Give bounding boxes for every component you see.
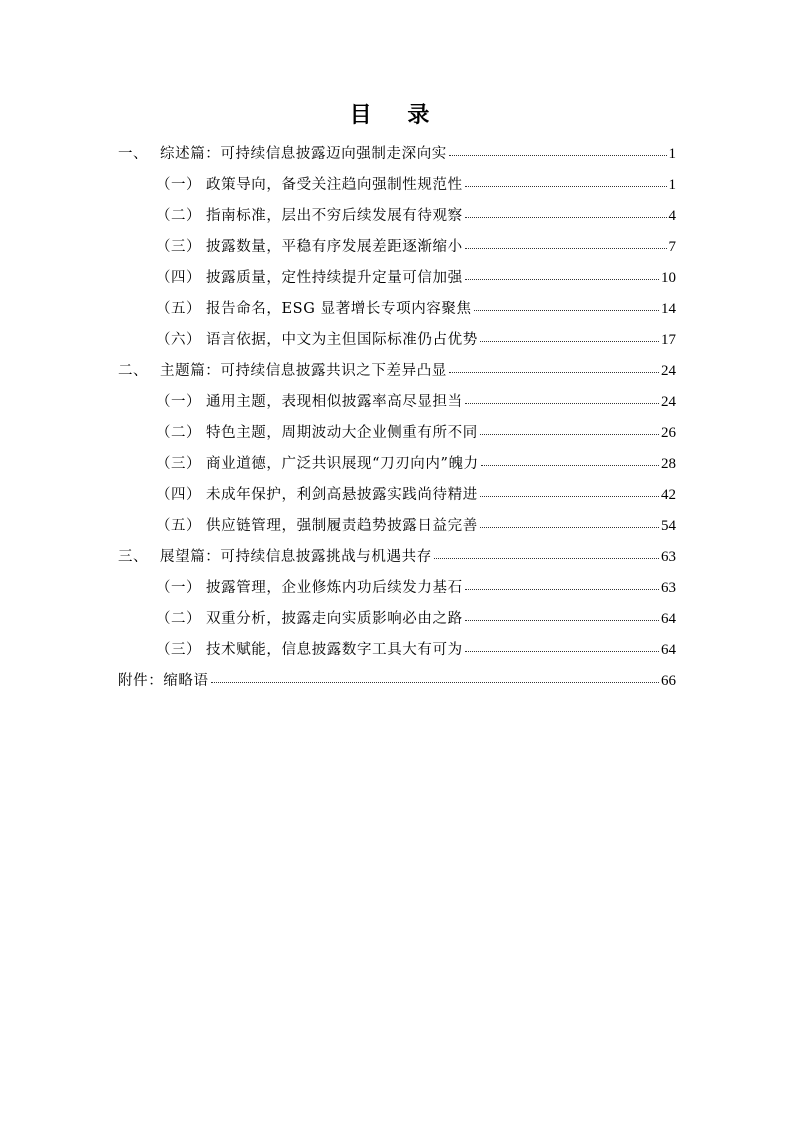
toc-entry[interactable] <box>156 638 676 662</box>
toc-entry[interactable] <box>156 607 676 631</box>
toc-entry-page: 7 <box>668 239 676 255</box>
toc-title: 目 录 <box>349 103 444 128</box>
dot-leader <box>480 340 659 342</box>
dot-leader <box>465 588 659 590</box>
toc-entry-title: 披露管理，企业修炼内功后续发力基石 <box>206 580 463 596</box>
toc-entry-title: 未成年保护，利剑高悬披露实践尚待精进 <box>206 487 478 503</box>
toc-entry-number: （三） <box>156 239 201 255</box>
toc-entry-title: 指南标准，层出不穷后续发展有待观察 <box>206 208 463 224</box>
toc-entry-page: 1 <box>668 177 676 193</box>
toc-entry-number: （三） <box>156 456 201 472</box>
toc-entry-title: 供应链管理，强制履责趋势披露日益完善 <box>206 518 478 534</box>
toc-entry-number: （四） <box>156 270 201 286</box>
toc-entry[interactable] <box>118 669 676 693</box>
toc-entry-title: 综述篇：可持续信息披露迈向强制走深向实 <box>160 146 447 162</box>
toc-entry[interactable] <box>156 297 676 321</box>
toc-entry[interactable] <box>156 483 676 507</box>
toc-entry-title: 披露质量，定性持续提升定量可信加强 <box>206 270 463 286</box>
toc-entry-title: 商业道德，广泛共识展现“刀刃向内”魄力 <box>206 456 479 472</box>
toc-entry-page: 28 <box>661 456 676 472</box>
dot-leader <box>465 247 667 249</box>
toc-entry[interactable] <box>156 514 676 538</box>
dot-leader <box>465 402 659 404</box>
toc-entry-page: 64 <box>661 611 676 627</box>
dot-leader <box>434 557 659 559</box>
toc-entry-number: 三、 <box>118 549 148 565</box>
dot-leader <box>481 464 659 466</box>
toc-entry[interactable] <box>156 173 676 197</box>
toc-entry-page: 1 <box>668 146 676 162</box>
toc-entry-page: 10 <box>661 270 676 286</box>
toc-entry-number: （二） <box>156 425 201 441</box>
toc-entry[interactable] <box>118 359 676 383</box>
toc-entry-title: 双重分析，披露走向实质影响必由之路 <box>206 611 463 627</box>
toc-entry[interactable] <box>156 390 676 414</box>
toc-entry-title: 特色主题，周期波动大企业侧重有所不同 <box>206 425 478 441</box>
toc-entry-title: 披露数量，平稳有序发展差距逐渐缩小 <box>206 239 463 255</box>
toc-entry-number: （二） <box>156 208 201 224</box>
toc-entry-number: （四） <box>156 487 201 503</box>
toc-entry[interactable] <box>118 545 676 569</box>
toc-entry-page: 24 <box>661 363 676 379</box>
toc-entry-number: （三） <box>156 642 201 658</box>
toc-entry-title: 主题篇：可持续信息披露共识之下差异凸显 <box>160 363 447 379</box>
dot-leader <box>480 495 659 497</box>
toc-entry-page: 64 <box>661 642 676 658</box>
dot-leader <box>211 681 659 683</box>
toc-entry-page: 14 <box>661 301 676 317</box>
toc-entry-number: 一、 <box>118 146 148 162</box>
toc-entry-page: 63 <box>661 549 676 565</box>
dot-leader <box>449 371 659 373</box>
toc-entry[interactable] <box>156 421 676 445</box>
toc-entry-title: 报告命名，ESG 显著增长专项内容聚焦 <box>206 301 472 317</box>
toc-entry-page: 4 <box>668 208 676 224</box>
toc-entry[interactable] <box>156 235 676 259</box>
toc-entry-number: （一） <box>156 580 201 596</box>
dot-leader <box>465 650 659 652</box>
toc-entry-title: 通用主题，表现相似披露率高尽显担当 <box>206 394 463 410</box>
toc-entry-number: （六） <box>156 332 201 348</box>
toc-entry-page: 24 <box>661 394 676 410</box>
toc-entry[interactable] <box>156 328 676 352</box>
toc-entry-page: 54 <box>661 518 676 534</box>
toc-entry-number: （一） <box>156 394 201 410</box>
toc-entry-number: （五） <box>156 518 201 534</box>
toc-entry-page: 42 <box>661 487 676 503</box>
toc-entry[interactable] <box>156 576 676 600</box>
toc-entry-number: （五） <box>156 301 201 317</box>
toc-entry-page: 26 <box>661 425 676 441</box>
toc-entry-title: 展望篇：可持续信息披露挑战与机遇共存 <box>160 549 432 565</box>
dot-leader <box>465 278 659 280</box>
dot-leader <box>480 526 659 528</box>
toc-entry-page: 66 <box>661 673 676 689</box>
toc-entry-title: 附件：缩略语 <box>118 673 209 689</box>
toc-entry[interactable] <box>156 266 676 290</box>
toc-entry-title: 技术赋能，信息披露数字工具大有可为 <box>206 642 463 658</box>
toc-entry[interactable] <box>118 142 676 166</box>
dot-leader <box>465 216 667 218</box>
dot-leader <box>474 309 659 311</box>
toc-entry-number: 二、 <box>118 363 148 379</box>
dot-leader <box>465 185 667 187</box>
toc-entry-title: 语言依据，中文为主但国际标准仍占优势 <box>206 332 478 348</box>
dot-leader <box>465 619 659 621</box>
toc-entry-page: 17 <box>661 332 676 348</box>
toc-entry-number: （一） <box>156 177 201 193</box>
toc-entry-number: （二） <box>156 611 201 627</box>
toc-entry-title: 政策导向，备受关注趋向强制性规范性 <box>206 177 463 193</box>
dot-leader <box>449 154 667 156</box>
toc-entry-page: 63 <box>661 580 676 596</box>
dot-leader <box>480 433 659 435</box>
toc-entry[interactable] <box>156 204 676 228</box>
toc-entry[interactable] <box>156 452 676 476</box>
